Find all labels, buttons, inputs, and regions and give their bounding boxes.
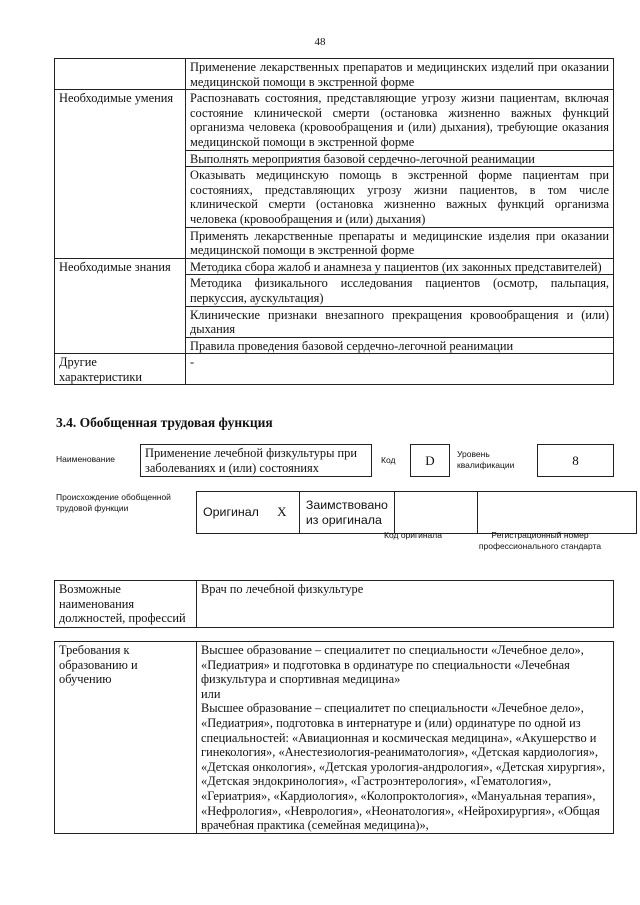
section-title: 3.4. Обобщенная трудовая функция xyxy=(56,415,273,430)
education-content xyxy=(197,642,614,834)
positions-label: Возможные наименования должностей, профессий xyxy=(55,581,197,628)
table-row xyxy=(55,354,614,385)
row-text: Клинические признаки внезапного прекращения кровообращения и (или) дыхания xyxy=(186,306,614,337)
row-text: Правила проведения базовой сердечно-легочной реанимации xyxy=(186,337,614,354)
code-original-cell xyxy=(394,492,477,534)
skills-label: Необходимые умения xyxy=(55,90,186,259)
row-text: Оказывать медицинскую помощь в экстренной форме пациентам при состояниях, представляющих угрозу жизни пациентов, в том числе клинической смерти (остановка жизненно важных функций организма человека (кровообращения и (или) дыхания) xyxy=(186,167,614,227)
row-text: - xyxy=(186,354,614,385)
education-table xyxy=(54,641,614,834)
row-text: Выполнять мероприятия базовой сердечно-легочной реанимации xyxy=(186,150,614,167)
education-paragraph: Высшее образование – специалитет по специальности «Лечебное дело», «Педиатрия», подготовка в интернатуре и (или) ординатуре по одной из специальностей: «Авиационная и космическая медицина», «Акушерство и гинекология», «Анестезиология-реаниматология», «Детская кардиология», «Детская онкология», «Детская урология-андрология», «Детская хирургия», «Детская эндокринология», «Гастроэнтерология», «Гематология», «Гериатрия», «Кардиология», «Колопроктология», «Мануальная терапия», «Нефрология», «Неврология», «Неонатология», «Нейрохирургия», «Общая врачебная практика (семейная медицина)», xyxy=(201,701,606,833)
function-name-value: Применение лечебной физкультуры при заболеваниях и (или) состояниях xyxy=(140,444,372,477)
row-text: Методика физикального исследования пациентов (осмотр, пальпация, перкуссия, аускультация) xyxy=(186,275,614,306)
education-or: или xyxy=(201,686,221,701)
original-label: Оригинал xyxy=(197,492,265,534)
table-row xyxy=(55,90,614,150)
other-label: Другие характеристики xyxy=(55,354,186,385)
positions-value: Врач по лечебной физкультуре xyxy=(197,581,614,628)
row-text: Распознавать состояния, представляющие угрозу жизни пациентам, включая состояние клинической смерти (остановка жизненно важных функций организма человека (кровообращения и (или) дыхания), требующие оказания медицинской помощи в экстренной форме xyxy=(186,90,614,150)
origin-label: Происхождение обобщенной трудовой функции xyxy=(56,492,171,513)
table-row xyxy=(55,59,614,90)
level-label: Уровень квалификации xyxy=(457,449,515,470)
knowledge-label: Необходимые знания xyxy=(55,258,186,354)
page-number: 48 xyxy=(314,36,326,48)
origin-table xyxy=(196,491,637,534)
name-label: Наименование xyxy=(56,454,115,464)
borrowed-label: Заимствовано из оригинала xyxy=(299,492,394,534)
reg-number-cell xyxy=(477,492,636,534)
skills-knowledge-table xyxy=(54,58,614,385)
table-row xyxy=(55,581,614,628)
table-row xyxy=(55,642,614,834)
reg-number-label: Регистрационный номер профессионального стандарта xyxy=(478,530,602,551)
original-mark: X xyxy=(265,492,300,534)
education-label: Требования к образованию и обучению xyxy=(55,642,197,834)
table-row xyxy=(55,258,614,275)
code-label: Код xyxy=(381,455,396,465)
row-text: Применение лекарственных препаратов и медицинских изделий при оказании медицинской помощи в экстренной форме xyxy=(186,59,614,90)
row-label xyxy=(55,59,186,90)
code-original-label: Код оригинала xyxy=(384,530,442,540)
row-text: Методика сбора жалоб и анамнеза у пациентов (их законных представителей) xyxy=(186,258,614,275)
code-value: D xyxy=(410,444,450,477)
education-paragraph: Высшее образование – специалитет по специальности «Лечебное дело», «Педиатрия» и подготовка в ординатуре по специальности «Лечебная физкультура и спортивная медицина» xyxy=(201,643,584,687)
positions-table xyxy=(54,580,614,628)
row-text: Применять лекарственные препараты и медицинские изделия при оказании медицинской помощи в экстренной форме xyxy=(186,227,614,258)
level-value: 8 xyxy=(537,444,614,477)
